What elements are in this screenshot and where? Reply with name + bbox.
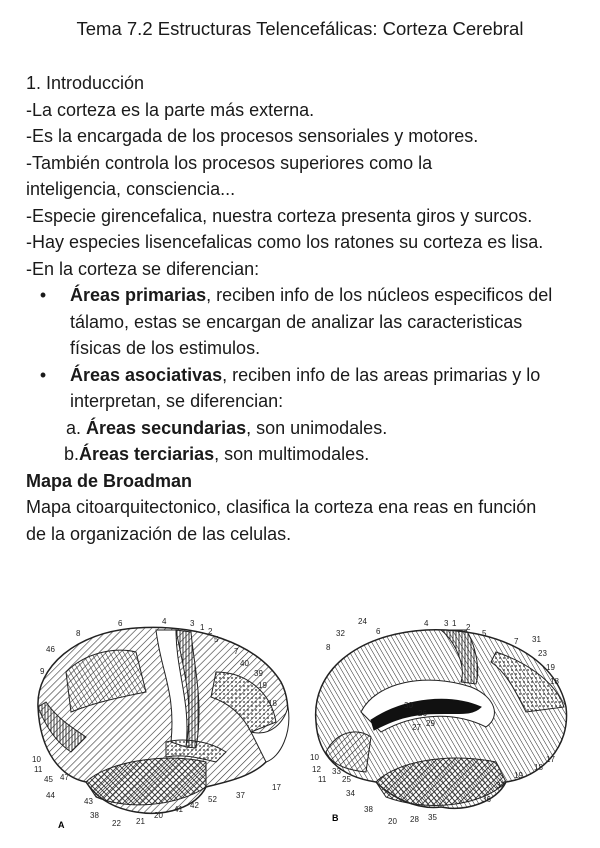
- sub-item-text: , son multimodales.: [214, 444, 370, 464]
- brodmann-area-number: 33: [332, 767, 341, 776]
- brodmann-area-number: 7: [514, 637, 519, 646]
- brodmann-area-number: 17: [546, 755, 555, 764]
- brodmann-area-number: 30: [404, 701, 413, 710]
- bullet-dot-icon: •: [39, 285, 47, 305]
- sub-list: [26, 415, 578, 468]
- brodmann-area-number: 8: [326, 643, 331, 652]
- brodmann-area-number: 11: [318, 775, 327, 784]
- brodmann-area-number: 11: [34, 765, 43, 774]
- paragraph-4: -Especie girencefalica, nuestra corteza presenta giros y surcos.: [26, 205, 533, 226]
- brodmann-area-number: 38: [364, 805, 373, 814]
- brodmann-area-number: 39: [254, 669, 263, 678]
- brodmann-area-number: 19: [546, 663, 555, 672]
- brodmann-area-number: 20: [154, 811, 163, 820]
- brodmann-area-number: 19: [514, 771, 523, 780]
- brodmann-area-number: 32: [336, 629, 345, 638]
- brodmann-area-number: 37: [496, 781, 505, 790]
- brodmann-area-number: 43: [84, 797, 93, 806]
- brodmann-area-number: 28: [410, 815, 419, 824]
- brodmann-area-number: 7: [234, 647, 239, 656]
- brodmann-area-number: 2: [208, 627, 213, 636]
- brodmann-area-number: 5: [482, 629, 487, 638]
- area-bullet-list: [26, 282, 578, 415]
- brodmann-area-number: 26: [418, 709, 427, 718]
- paragraph-2: -Es la encargada de los procesos sensoriales y motores.: [26, 126, 479, 146]
- brodmann-area-number: 5: [214, 635, 219, 644]
- bullet-text: , reciben info de los núcleos especificos del tálamo, estas se encargan de analizar las caracteristicas físicas de los estimulos.: [70, 285, 553, 358]
- document-title: Tema 7.2 Estructuras Telencefálicas: Corteza Cerebral: [76, 18, 524, 39]
- lateral-brain-view: [38, 627, 289, 813]
- bullet-bold-term: Áreas asociativas: [70, 364, 223, 385]
- brodmann-area-number: 22: [112, 819, 121, 828]
- bullet-item: [26, 362, 578, 415]
- sub-item-marker: a.: [66, 417, 87, 438]
- brodmann-area-number: 2: [466, 623, 471, 632]
- brodmann-area-number: 41: [174, 805, 183, 814]
- paragraph-6: -En la corteza se diferencian:: [26, 258, 260, 279]
- paragraph-1: -La corteza es la parte más externa.: [26, 99, 315, 120]
- brodmann-area-number: 44: [46, 791, 55, 800]
- brodmann-area-number: 38: [90, 811, 99, 820]
- bullet-bold-term: Áreas primarias: [70, 285, 207, 305]
- brodmann-area-number: 36: [482, 795, 491, 804]
- brodmann-area-number: 47: [60, 773, 69, 782]
- bullet-text: , reciben info de las areas primarias y lo interpretan, se diferencian:: [70, 364, 541, 411]
- brodmann-area-number: 23: [538, 649, 547, 658]
- sub-item-bold-term: Áreas secundarias: [86, 417, 247, 438]
- brodmann-area-number: 6: [376, 627, 381, 636]
- section-heading-mapa: Mapa de Broadman: [26, 470, 193, 491]
- sub-item-marker: b.: [64, 444, 80, 464]
- sub-item: [26, 441, 578, 468]
- brodmann-area-number: 42: [190, 801, 199, 810]
- sub-item-text: , son unimodales.: [246, 417, 388, 438]
- brodmann-area-number: 52: [208, 795, 217, 804]
- brodmann-area-number: 17: [272, 783, 281, 792]
- brodmann-area-number: 37: [236, 791, 245, 800]
- brodmann-area-number: 45: [44, 775, 53, 784]
- bullet-item: [26, 282, 578, 362]
- brodmann-map-figure: [26, 612, 574, 834]
- brodmann-area-number: 25: [342, 775, 351, 784]
- brodmann-map-illustration: [26, 612, 574, 834]
- brodmann-area-number: 19: [258, 681, 267, 690]
- document-body: [26, 70, 578, 547]
- brodmann-area-number: 27: [412, 723, 421, 732]
- brodmann-area-number: 10: [32, 755, 41, 764]
- brodmann-area-number: 31: [532, 635, 541, 644]
- brodmann-area-number: 34: [346, 789, 355, 798]
- brodmann-area-number: 4: [424, 619, 429, 628]
- brodmann-area-number: 6: [118, 619, 123, 628]
- panel-b-label: B: [332, 813, 339, 823]
- brodmann-area-number: 9: [40, 667, 45, 676]
- panel-a-label: A: [58, 820, 65, 830]
- brodmann-area-number: 40: [240, 659, 249, 668]
- sub-item-bold-term: Áreas terciarias: [79, 444, 215, 464]
- brodmann-area-number: 1: [452, 619, 457, 628]
- paragraph-3: -También controla los procesos superiores como la inteligencia, consciencia...: [26, 152, 433, 199]
- brodmann-area-number: 8: [76, 629, 81, 638]
- section-heading-introduccion: 1. Introducción: [26, 73, 145, 93]
- brodmann-area-number: 35: [428, 813, 437, 822]
- brodmann-area-number: 20: [388, 817, 397, 826]
- brodmann-area-number: 18: [534, 763, 543, 772]
- brodmann-area-number: 24: [358, 617, 367, 626]
- brodmann-area-number: 29: [426, 719, 435, 728]
- brodmann-area-number: 1: [200, 623, 205, 632]
- bullet-dot-icon: •: [39, 364, 47, 385]
- brodmann-area-number: 12: [312, 765, 321, 774]
- brodmann-area-number: 18: [550, 677, 559, 686]
- brodmann-area-number: 3: [190, 619, 195, 628]
- brodmann-area-number: 3: [444, 619, 449, 628]
- brodmann-area-number: 46: [46, 645, 55, 654]
- brodmann-area-number: 4: [162, 617, 167, 626]
- medial-brain-view: [316, 630, 567, 808]
- paragraph-mapa: Mapa citoarquitectonico, clasifica la corteza ena reas en función de la organización de las celulas.: [26, 497, 537, 544]
- brodmann-area-number: 10: [310, 753, 319, 762]
- sub-item: [26, 415, 578, 442]
- brodmann-area-number: 21: [136, 817, 145, 826]
- brodmann-area-number: 18: [268, 699, 277, 708]
- paragraph-5: -Hay especies lisencefalicas como los ratones su corteza es lisa.: [26, 232, 544, 252]
